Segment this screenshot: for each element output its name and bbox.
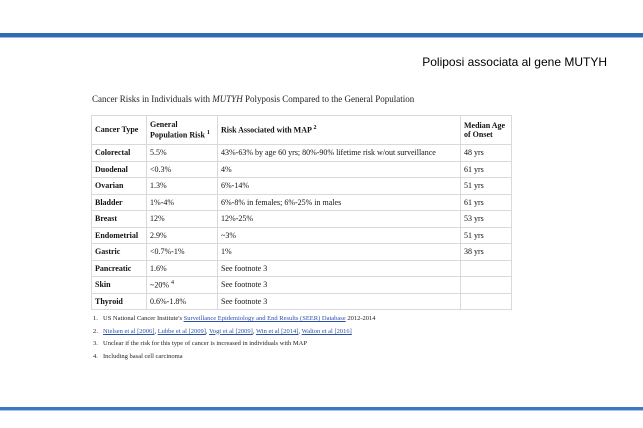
top-accent-bar <box>0 33 643 38</box>
reference-separator: , <box>205 327 210 335</box>
footnote-4 <box>93 353 376 366</box>
cell-general-risk-text: 5.5% <box>150 148 167 158</box>
cell-general-risk <box>147 227 218 244</box>
cell-cancer-type-text: Ovarian <box>95 181 124 191</box>
cell-median-onset <box>461 277 512 294</box>
cell-general-risk-text: 1%-4% <box>150 197 174 207</box>
cell-median-onset-text: 38 yrs <box>464 247 484 257</box>
reference-separator: , <box>154 327 158 335</box>
cell-median-onset <box>461 145 512 162</box>
cell-map-risk-text: 6%-14% <box>221 181 249 191</box>
reference-link[interactable]: Vogt et al [2009] <box>209 327 253 335</box>
header-general-population-risk <box>147 116 218 145</box>
cell-map-risk-text: See footnote 3 <box>221 296 268 306</box>
table-row <box>92 211 512 228</box>
cell-general-risk <box>147 244 218 261</box>
cell-median-onset <box>461 227 512 244</box>
cell-median-onset <box>461 260 512 277</box>
caption-suffix: Polyposis Compared to the General Population <box>242 94 415 104</box>
footnote-number: 3. <box>93 340 98 347</box>
cell-cancer-type-text: Gastric <box>95 247 121 257</box>
cell-general-risk <box>147 260 218 277</box>
table-row <box>92 244 512 261</box>
cell-cancer-type-text: Breast <box>95 214 118 224</box>
cell-cancer-type-text: Thyroid <box>95 296 123 306</box>
reference-link[interactable]: Nielsen et al [2006] <box>103 327 155 335</box>
header-map-risk <box>218 116 461 145</box>
reference-link[interactable]: Lubbe et al [2009] <box>157 327 206 335</box>
cell-general-risk <box>147 194 218 211</box>
cell-median-onset <box>461 244 512 261</box>
footnote-marker: 4 <box>171 279 174 286</box>
cell-general-risk-text: 1.3% <box>150 181 167 191</box>
cell-general-risk-text: <0.3% <box>150 164 172 174</box>
cell-median-onset <box>461 194 512 211</box>
cell-general-risk <box>147 277 218 294</box>
cell-map-risk <box>218 178 461 195</box>
reference-separator: , <box>252 327 256 335</box>
header-general-sup: 1 <box>206 129 210 136</box>
cell-map-risk <box>218 277 461 294</box>
header-general-label: General Population Risk <box>150 120 205 140</box>
cell-cancer-type-text: Duodenal <box>95 164 128 174</box>
footnote-2 <box>93 328 376 341</box>
cell-general-risk <box>147 211 218 228</box>
footnote-3-text: Unclear if the risk for this type of cancer is increased in individuals with MAP <box>103 340 307 347</box>
cell-median-onset-text: 53 yrs <box>464 214 484 224</box>
cell-map-risk <box>218 244 461 261</box>
footnote-3 <box>93 340 376 353</box>
cell-general-risk-text: 2.9% <box>150 230 167 240</box>
footnote-1 <box>93 315 376 328</box>
table-row <box>92 227 512 244</box>
cell-cancer-type <box>92 211 147 228</box>
table-caption <box>92 94 414 104</box>
cell-general-risk-text: 0.6%-1.8% <box>150 296 186 306</box>
slide-title: Poliposi associata al gene MUTYH <box>422 55 607 69</box>
cell-median-onset-text: 61 yrs <box>464 164 484 174</box>
cell-general-risk <box>147 161 218 178</box>
cell-cancer-type <box>92 244 147 261</box>
header-median-age-onset: Median Age of Onset <box>461 116 512 145</box>
seer-database-link[interactable]: Surveillance Epidemiology and End Results (SEER) Database <box>183 315 346 322</box>
cell-map-risk <box>218 194 461 211</box>
table-body <box>92 145 512 310</box>
cancer-risk-table <box>91 115 512 310</box>
header-map-sup: 2 <box>313 125 317 132</box>
cell-general-risk-text: <0.7%-1% <box>150 247 185 257</box>
cell-cancer-type <box>92 277 147 294</box>
table-header-row <box>92 116 512 145</box>
cell-cancer-type <box>92 227 147 244</box>
footnote-4-text: Including basal cell carcinoma <box>103 352 183 360</box>
reference-links <box>103 328 352 335</box>
table-row <box>92 145 512 162</box>
cell-median-onset <box>461 293 512 310</box>
cell-general-risk <box>147 178 218 195</box>
footnotes <box>93 315 376 365</box>
cell-map-risk <box>218 211 461 228</box>
cell-median-onset-text: 51 yrs <box>464 181 484 191</box>
cell-cancer-type-text: Colorectal <box>95 148 131 158</box>
cell-map-risk-text: 1% <box>221 247 232 257</box>
header-map-label: Risk Associated with MAP <box>221 125 312 135</box>
cell-map-risk <box>218 293 461 310</box>
cell-cancer-type-text: Bladder <box>95 197 123 207</box>
cell-map-risk-text: See footnote 3 <box>221 280 268 290</box>
header-cancer-type: Cancer Type <box>92 116 147 145</box>
cell-general-risk-text: 12% <box>150 214 165 224</box>
caption-prefix: Cancer Risks in Individuals with <box>92 94 213 104</box>
cell-general-risk-text: 1.6% <box>150 263 167 273</box>
cell-map-risk-text: See footnote 3 <box>221 263 268 273</box>
cell-median-onset-text: 48 yrs <box>464 148 484 158</box>
cell-cancer-type-text: Skin <box>95 280 111 290</box>
reference-link[interactable]: Walton et al [2016] <box>301 327 352 335</box>
cell-median-onset <box>461 211 512 228</box>
cell-cancer-type-text: Endometrial <box>95 230 139 240</box>
cell-cancer-type <box>92 145 147 162</box>
table-row <box>92 178 512 195</box>
cell-cancer-type <box>92 293 147 310</box>
cell-map-risk-text: 4% <box>221 164 232 174</box>
cell-map-risk-text: 43%-63% by age 60 yrs; 80%-90% lifetime risk w/out surveillance <box>221 148 436 158</box>
cell-median-onset <box>461 178 512 195</box>
cell-general-risk <box>147 145 218 162</box>
cell-map-risk-text: 12%-25% <box>221 214 253 224</box>
table-row <box>92 161 512 178</box>
cell-cancer-type <box>92 161 147 178</box>
cell-map-risk <box>218 161 461 178</box>
cell-median-onset <box>461 161 512 178</box>
reference-link[interactable]: Win et al [2014] <box>255 327 299 335</box>
footnote-number: 2. <box>93 327 98 335</box>
table-row <box>92 277 512 294</box>
table-row <box>92 260 512 277</box>
footnote-1-prefix: US National Cancer Institute's <box>103 315 184 322</box>
table-row <box>92 194 512 211</box>
cell-cancer-type <box>92 178 147 195</box>
table-row <box>92 293 512 310</box>
cell-map-risk <box>218 260 461 277</box>
cell-map-risk-text: 6%-8% in females; 6%-25% in males <box>221 197 342 207</box>
cell-cancer-type <box>92 194 147 211</box>
cell-general-risk-text: ~20% <box>150 280 169 290</box>
footnote-number: 1. <box>93 315 98 322</box>
cell-map-risk <box>218 227 461 244</box>
caption-gene: MUTYH <box>212 94 243 104</box>
cell-median-onset-text: 61 yrs <box>464 197 484 207</box>
cell-map-risk <box>218 145 461 162</box>
cell-general-risk <box>147 293 218 310</box>
bottom-accent-bar <box>0 407 643 411</box>
footnote-number: 4. <box>93 352 98 360</box>
cell-cancer-type <box>92 260 147 277</box>
cell-median-onset-text: 51 yrs <box>464 230 484 240</box>
footnote-1-suffix: 2012-2014 <box>345 315 376 322</box>
reference-separator: , <box>298 327 302 335</box>
cell-map-risk-text: ~3% <box>221 230 236 240</box>
cell-cancer-type-text: Pancreatic <box>95 263 132 273</box>
